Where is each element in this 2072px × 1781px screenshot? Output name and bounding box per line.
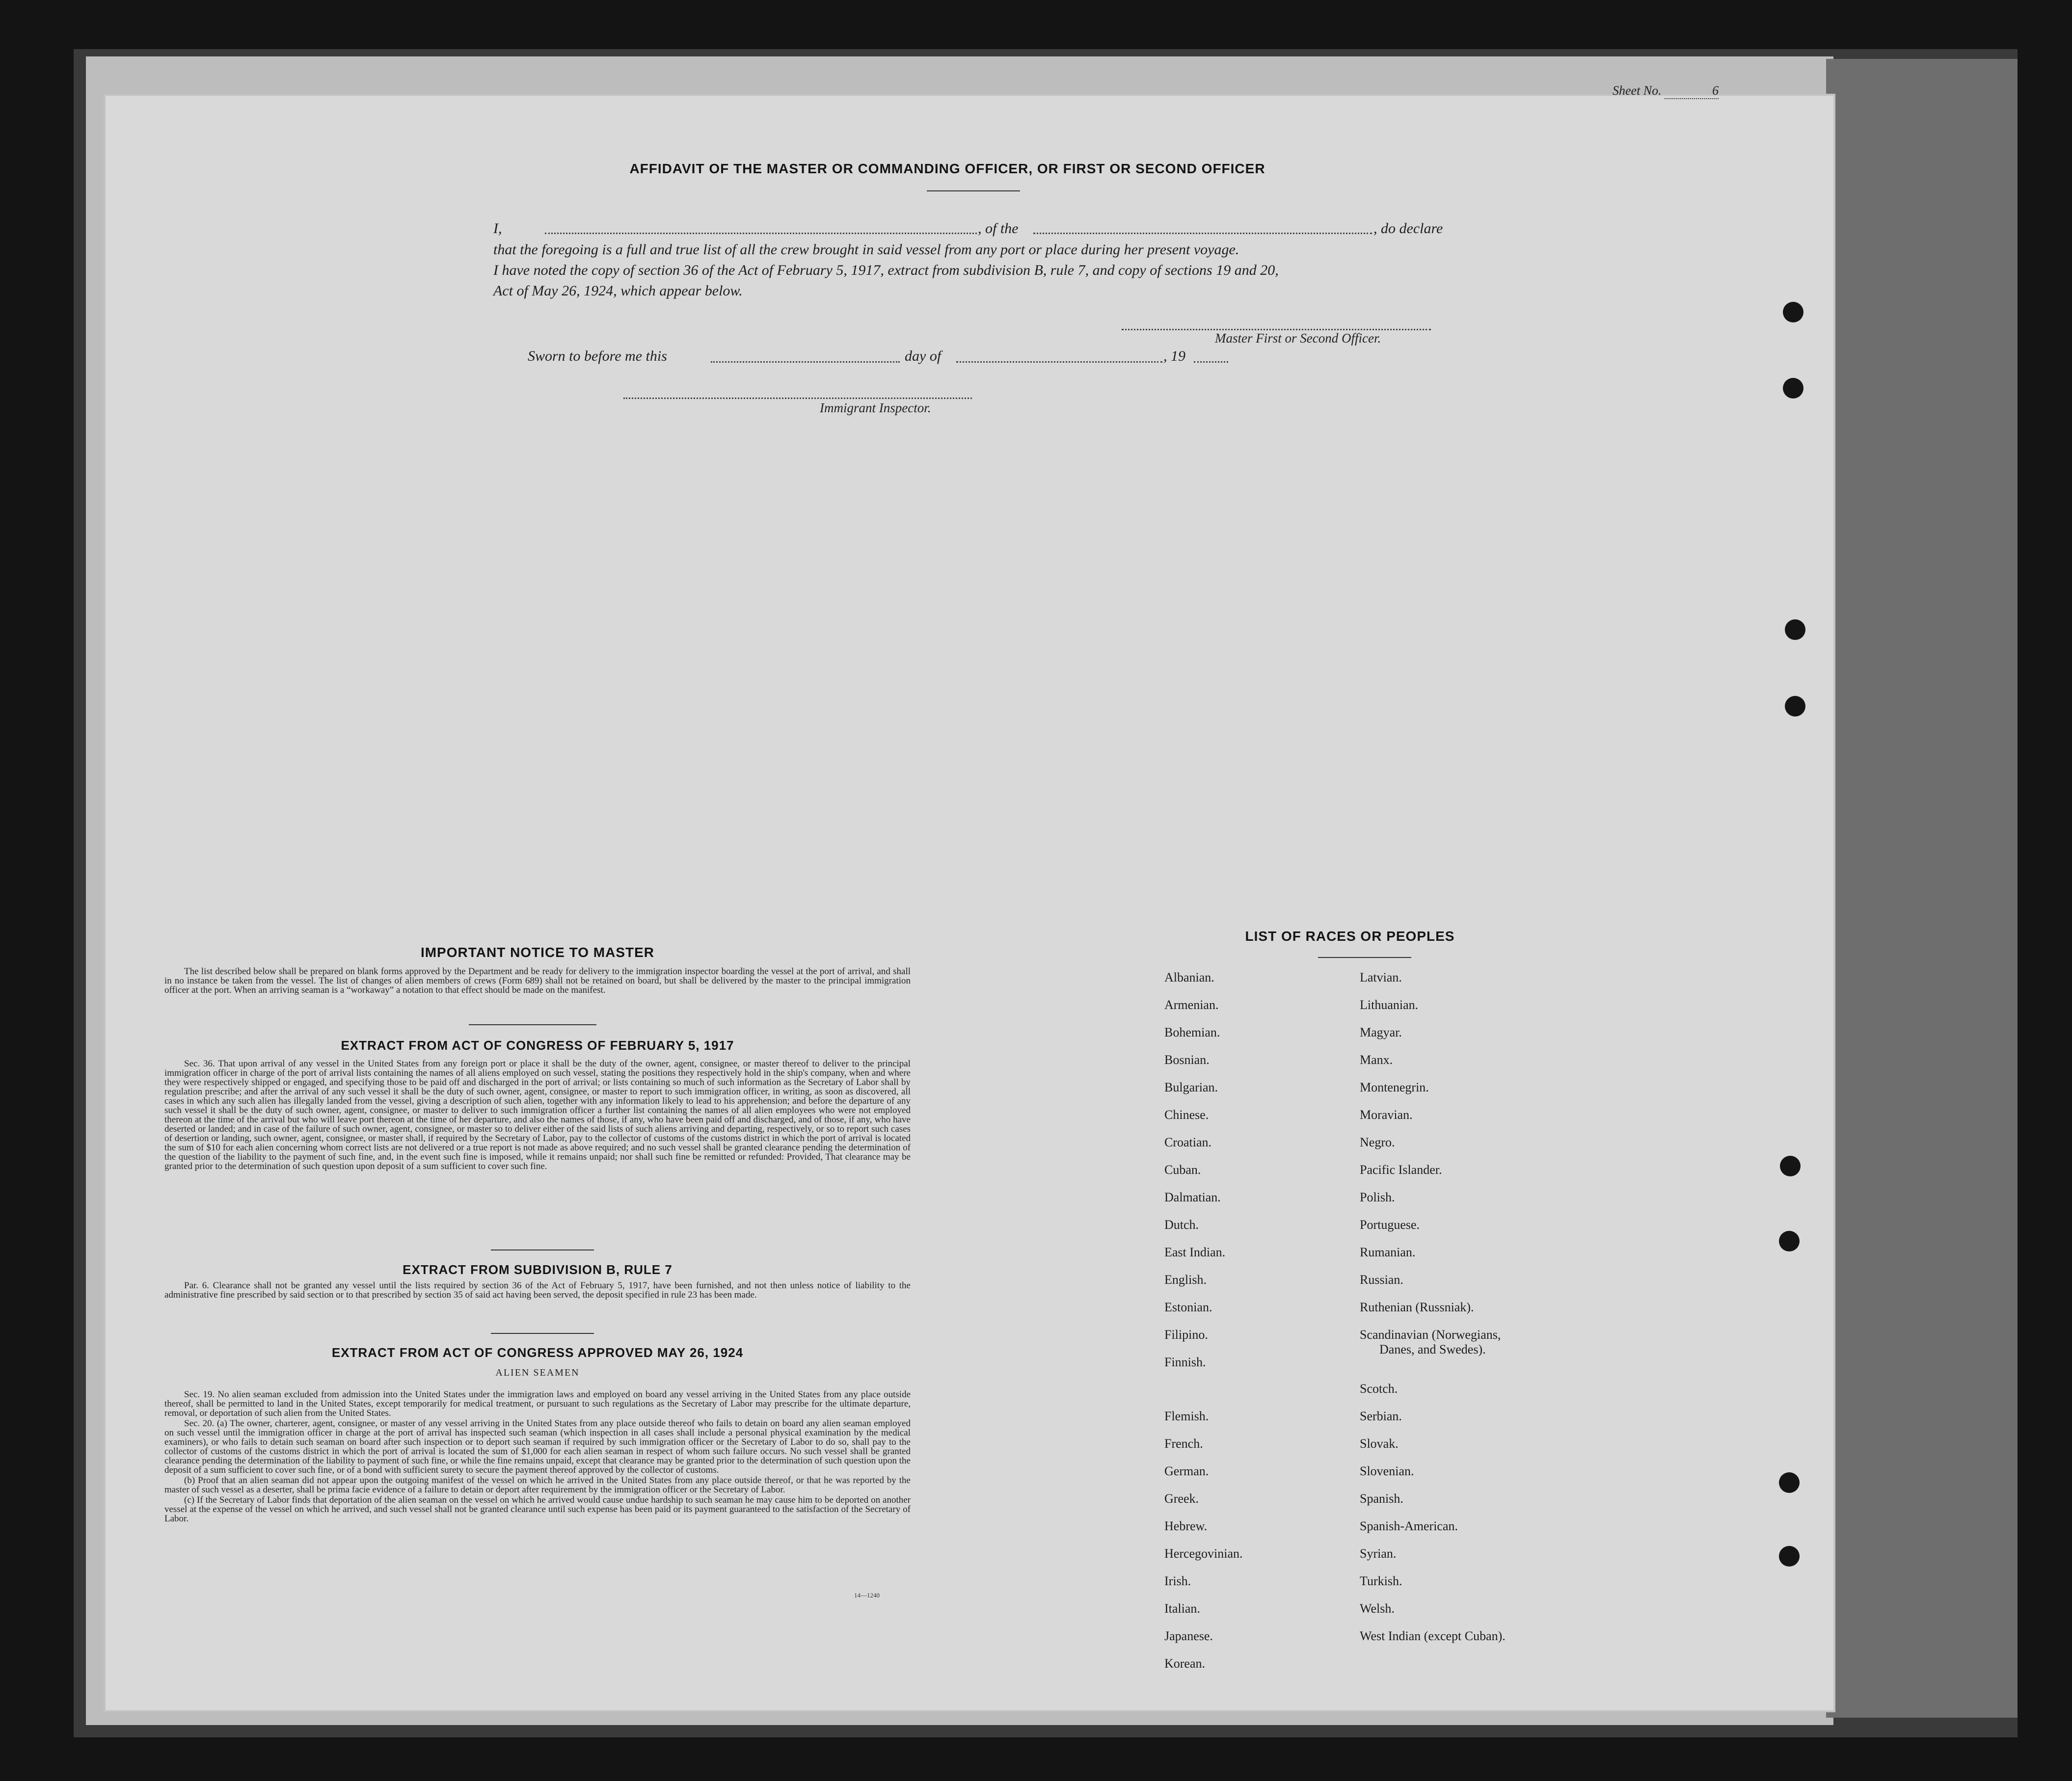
races-left-column [1164, 970, 1243, 1684]
vessel-blank [1033, 233, 1372, 234]
punch-hole [1783, 378, 1803, 399]
race-item: Welsh. [1360, 1601, 1395, 1616]
punch-hole [1785, 696, 1805, 717]
extract-1917-text [164, 1059, 911, 1172]
affidavit-i: I, [493, 220, 502, 237]
extract-1924-title: EXTRACT FROM ACT OF CONGRESS APPROVED MAY 26, 1924 [331, 1345, 744, 1360]
affidavit-line-4: Act of May 26, 1924, which appear below. [493, 283, 743, 299]
punch-hole [1783, 302, 1803, 322]
master-signature-line [1122, 329, 1431, 330]
sec-36-paragraph: Sec. 36. That upon arrival of any vessel in the United States from any foreign port or place it shall be the duty of the owner, agent, consignee, or master thereof to deliver to the principal immigration officer in charge of the port of arrival lists containing the names of all aliens employed on such vessel, stating the positions they respectively hold in the ship's company, when and where they were respectively shipped or engaged, and specifying those to be paid off and discharged in the port of arrival; or lists containing so much of such information as the Secretary of Labor shall by regulation prescribe; and after the arrival of any such vessel it shall be the duty of such owner, agent, consignee, or master to report to such immigration officer, in writing, as soon as discovered, all cases in which any such alien has illegally landed from the vessel, giving a description of such alien, together with any information likely to lead to his apprehension; and before the departure of any such vessel it shall be the duty of such owner, agent, consignee, or master to deliver to such immigration officer a further list containing the names of all alien employees who were not employed thereon at the time of the arrival but who will leave port thereon at the time of her departure, and also the names of those, if any, who have been paid off and discharged, and of those, if any, who have deserted or landed; and in case of the failure of such owner, agent, consignee, or master so to deliver either of the said lists of such aliens arriving and departing, respectively, or so to report such cases of desertion or landing, such owner, agent, consignee, or master shall, if required by the Secretary of Labor, pay to the collector of customs of the customs district in which the port of arrival is located the sum of $10 for each alien concerning whom correct lists are not delivered or a true report is not made as above required; and no such vessel shall be granted clearance pending the determination of the question of the liability to the payment of such fine, and, in the event such fine is imposed, while it remains unpaid; nor shall such fine be remitted or refunded: Provided, That clearance may be granted prior to the determination of such question upon deposit of a sum sufficient to cover such fine. [164, 1059, 911, 1171]
punch-hole [1780, 1156, 1801, 1176]
race-item: French. [1164, 1436, 1203, 1451]
race-item: Bohemian. [1164, 1025, 1220, 1039]
race-item: Korean. [1164, 1656, 1206, 1671]
race-item-line: Scandinavian (Norwegians, [1360, 1328, 1501, 1342]
punch-hole [1785, 619, 1805, 640]
race-item: Flemish. [1164, 1409, 1209, 1423]
extract-rule7-title: EXTRACT FROM SUBDIVISION B, RULE 7 [403, 1262, 673, 1277]
races-rule [1318, 957, 1411, 958]
section-rule [491, 1249, 594, 1250]
race-item: Armenian. [1164, 998, 1219, 1012]
race-item: German. [1164, 1464, 1209, 1478]
race-item: Filipino. [1164, 1328, 1208, 1342]
notice-text [164, 967, 911, 996]
race-item: Ruthenian (Russniak). [1360, 1300, 1474, 1314]
race-item: Lithuanian. [1360, 998, 1419, 1012]
affidavit-of-the: , of the [978, 220, 1019, 237]
section-rule [491, 1333, 594, 1334]
sec-20b-paragraph: (b) Proof that an alien seaman did not appear upon the outgoing manifest of the vessel on which he arrived in the United States from any place outside thereof, or that he was reported by the master of such vessel as a deserter, shall be prima facie evidence of a failure to detain or deport after requirement by the immigration officer or the Secretary of Labor. [164, 1475, 911, 1495]
race-item: Chinese. [1164, 1108, 1209, 1122]
race-item: Spanish. [1360, 1491, 1403, 1506]
race-item: Albanian. [1164, 970, 1214, 984]
race-item: Croatian. [1164, 1135, 1212, 1149]
affidavit-do-declare: , do declare [1373, 220, 1443, 237]
punch-hole [1779, 1546, 1800, 1567]
race-item: Irish. [1164, 1574, 1191, 1588]
races-title: LIST OF RACES OR PEOPLES [1245, 929, 1455, 944]
race-item: Bulgarian. [1164, 1080, 1218, 1094]
sec-20a-paragraph: Sec. 20. (a) The owner, charterer, agent, consignee, or master of any vessel arriving in the United States from any place outside thereof who fails to detain on board any alien seaman employed on such vessel until the immigration officer in charge at the port of arrival has inspected such seaman (which inspection in all cases shall include a personal physical examination by the medical examiners), or who fails to detain such seaman on board after such inspection or to deport such seaman if required by such immigration officer or the Secretary of Labor to do so, shall pay to the collector of customs of the customs district in which the port of arrival is located the sum of $1,000 for each alien seaman in respect of whom such failure occurs. No such vessel shall be granted clearance pending the determination of the liability to payment of such fine, or while the fine remains unpaid, except that clearance may be granted prior to the determination of such question upon the deposit of a sum sufficient to cover such fine, or of a bond with sufficient surety to secure the payment thereof approved by the collector of customs. [164, 1418, 911, 1475]
race-item-scandinavian [1360, 1328, 1576, 1382]
name-blank [545, 233, 977, 234]
extract-1917-title: EXTRACT FROM ACT OF CONGRESS OF FEBRUARY 5, 1917 [341, 1038, 734, 1053]
affidavit-line-2: that the foregoing is a full and true list of all the crew brought in said vessel from any port or place during her present voyage. [493, 241, 1239, 258]
sworn-day-blank [711, 361, 900, 363]
race-item: Magyar. [1360, 1025, 1402, 1039]
sheet-number [1613, 83, 1719, 99]
sworn-day-of: day of [905, 348, 942, 364]
inspector-label: Immigrant Inspector. [820, 400, 931, 415]
race-item: Italian. [1164, 1601, 1200, 1616]
race-item: Latvian. [1360, 970, 1402, 984]
master-signature-label: Master First or Second Officer. [1215, 331, 1381, 346]
par-6-paragraph: Par. 6. Clearance shall not be granted any vessel until the lists required by section 36 of the Act of February 5, 1917, have been furnished, and not then unless notice of liability to the administrative fine prescribed by said section or to that prescribed by section 35 of said act having been served, the deposit specified in rule 23 has been made. [164, 1280, 911, 1300]
sworn-year-blank [1194, 361, 1228, 363]
race-item: English. [1164, 1273, 1207, 1287]
race-item: Finnish. [1164, 1355, 1206, 1369]
race-item: West Indian (except Cuban). [1360, 1629, 1506, 1643]
sworn-month-blank [956, 361, 1162, 363]
races-right-column [1360, 970, 1576, 1656]
binding-board [1826, 59, 2018, 1718]
race-item: Syrian. [1360, 1546, 1397, 1561]
notice-title: IMPORTANT NOTICE TO MASTER [420, 945, 655, 960]
notice-paragraph: The list described below shall be prepared on blank forms approved by the Department and be ready for delivery to the immigration inspector boarding the vessel at the port of arrival, and shall in no instance be taken from the vessel. The list of changes of alien members of crews (Form 689) shall not be retained on board, but shall be delivered by the master to the principal immigration officer at the port. When an arriving seaman is a “workaway” a notation to that effect should be made on the manifest. [164, 966, 911, 995]
race-item: Portuguese. [1360, 1218, 1420, 1232]
sheet-number-value: 6 [1665, 83, 1719, 99]
race-item: Montenegrin. [1360, 1080, 1429, 1094]
punch-hole [1779, 1472, 1800, 1493]
race-item: Bosnian. [1164, 1053, 1210, 1067]
race-item: Japanese. [1164, 1629, 1213, 1643]
race-item: Hercegovinian. [1164, 1546, 1243, 1561]
race-item: Manx. [1360, 1053, 1393, 1067]
race-item: Polish. [1360, 1190, 1395, 1204]
alien-seamen-subtitle: ALIEN SEAMEN [495, 1367, 580, 1378]
sheet-number-label: Sheet No. [1613, 83, 1662, 98]
race-item: Greek. [1164, 1491, 1199, 1506]
race-item: Serbian. [1360, 1409, 1402, 1423]
inspector-signature-line [623, 398, 972, 399]
extract-rule7-text [164, 1281, 911, 1301]
race-item: Dutch. [1164, 1218, 1199, 1232]
race-item: Spanish-American. [1360, 1519, 1458, 1533]
race-item: Scotch. [1360, 1382, 1398, 1396]
race-item: Moravian. [1360, 1108, 1413, 1122]
race-item: Dalmatian. [1164, 1190, 1221, 1204]
race-item-line: Danes, and Swedes). [1379, 1342, 1486, 1356]
race-item: Slovak. [1360, 1436, 1399, 1451]
race-item: Turkish. [1360, 1574, 1402, 1588]
title-rule [927, 190, 1020, 191]
race-item: Russian. [1360, 1273, 1403, 1287]
race-item: Hebrew. [1164, 1519, 1208, 1533]
punch-hole [1779, 1231, 1800, 1251]
race-item: Rumanian. [1360, 1245, 1416, 1259]
race-item: Pacific Islander. [1360, 1163, 1442, 1177]
affidavit-line-3: I have noted the copy of section 36 of the Act of February 5, 1917, extract from subdivision B, rule 7, and copy of sections 19 and 20, [493, 262, 1279, 278]
section-rule [469, 1024, 596, 1025]
sec-19-paragraph: Sec. 19. No alien seaman excluded from admission into the United States under the immigration laws and employed on board any vessel arriving in the United States from any place outside thereof, shall be permitted to land in the United States, except temporarily for medical treatment, or pursuant to such regulations as the Secretary of Labor may prescribe for the ultimate departure, removal, or deportation of such alien from the United States. [164, 1389, 911, 1418]
sec-20c-paragraph: (c) If the Secretary of Labor finds that deportation of the alien seaman on the vessel on which he arrived would cause undue hardship to such seaman he may cause him to be deported on another vessel at the expense of the vessel on which he arrived, and such vessel shall not be granted clearance until such expense has been paid or its payment guaranteed to the satisfaction of the Secretary of Labor. [164, 1495, 911, 1524]
sworn-year: , 19 [1163, 348, 1185, 364]
race-item: Slovenian. [1360, 1464, 1414, 1478]
affidavit-title: AFFIDAVIT OF THE MASTER OR COMMANDING OFFICER, OR FIRST OR SECOND OFFICER [629, 161, 1265, 176]
race-item: Negro. [1360, 1135, 1395, 1149]
sworn-prefix: Sworn to before me this [528, 348, 667, 364]
race-item: East Indian. [1164, 1245, 1226, 1259]
extract-1924-text [164, 1390, 911, 1524]
race-item: Estonian. [1164, 1300, 1212, 1314]
form-number: 14—1240 [854, 1592, 880, 1599]
race-item: Cuban. [1164, 1163, 1201, 1177]
